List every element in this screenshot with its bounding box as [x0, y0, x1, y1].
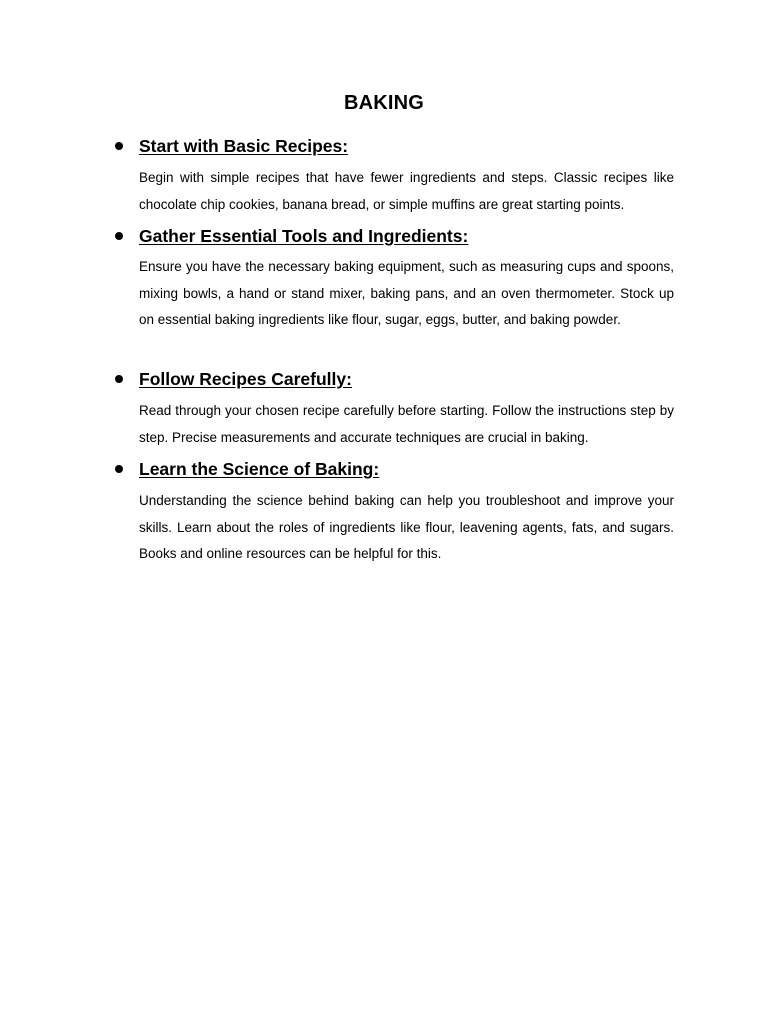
bullet-icon [115, 142, 123, 150]
section-heading: Start with Basic Recipes: [139, 136, 349, 156]
bullet-icon [115, 232, 123, 240]
section-body: Read through your chosen recipe carefully before starting. Follow the instructions step by step. Precise measurements and accurate techniques are crucial in baking. [139, 403, 674, 445]
section-heading: Follow Recipes Carefully: [139, 369, 352, 389]
section-heading: Learn the Science of Baking: [139, 459, 380, 479]
document-title: BAKING [343, 92, 425, 114]
bullet-icon [115, 375, 123, 383]
section-body: Begin with simple recipes that have fewer ingredients and steps. Classic recipes like chocolate chip cookies, banana bread, or simple muffins are great starting points. [139, 170, 674, 212]
section-heading: Gather Essential Tools and Ingredients: [139, 226, 469, 246]
section-body: Ensure you have the necessary baking equipment, such as measuring cups and spoons, mixing bowls, a hand or stand mixer, baking pans, and an oven thermometer. Stock up on essential baking ingredients like flour, sugar, eggs, butter, and baking powder. [139, 259, 674, 328]
section-body: Understanding the science behind baking can help you troubleshoot and improve your skills. Learn about the roles of ingredients like flour, leavening agents, fats, and sugars. Books and online resources can be helpful for this. [139, 493, 674, 562]
bullet-icon [115, 465, 123, 473]
